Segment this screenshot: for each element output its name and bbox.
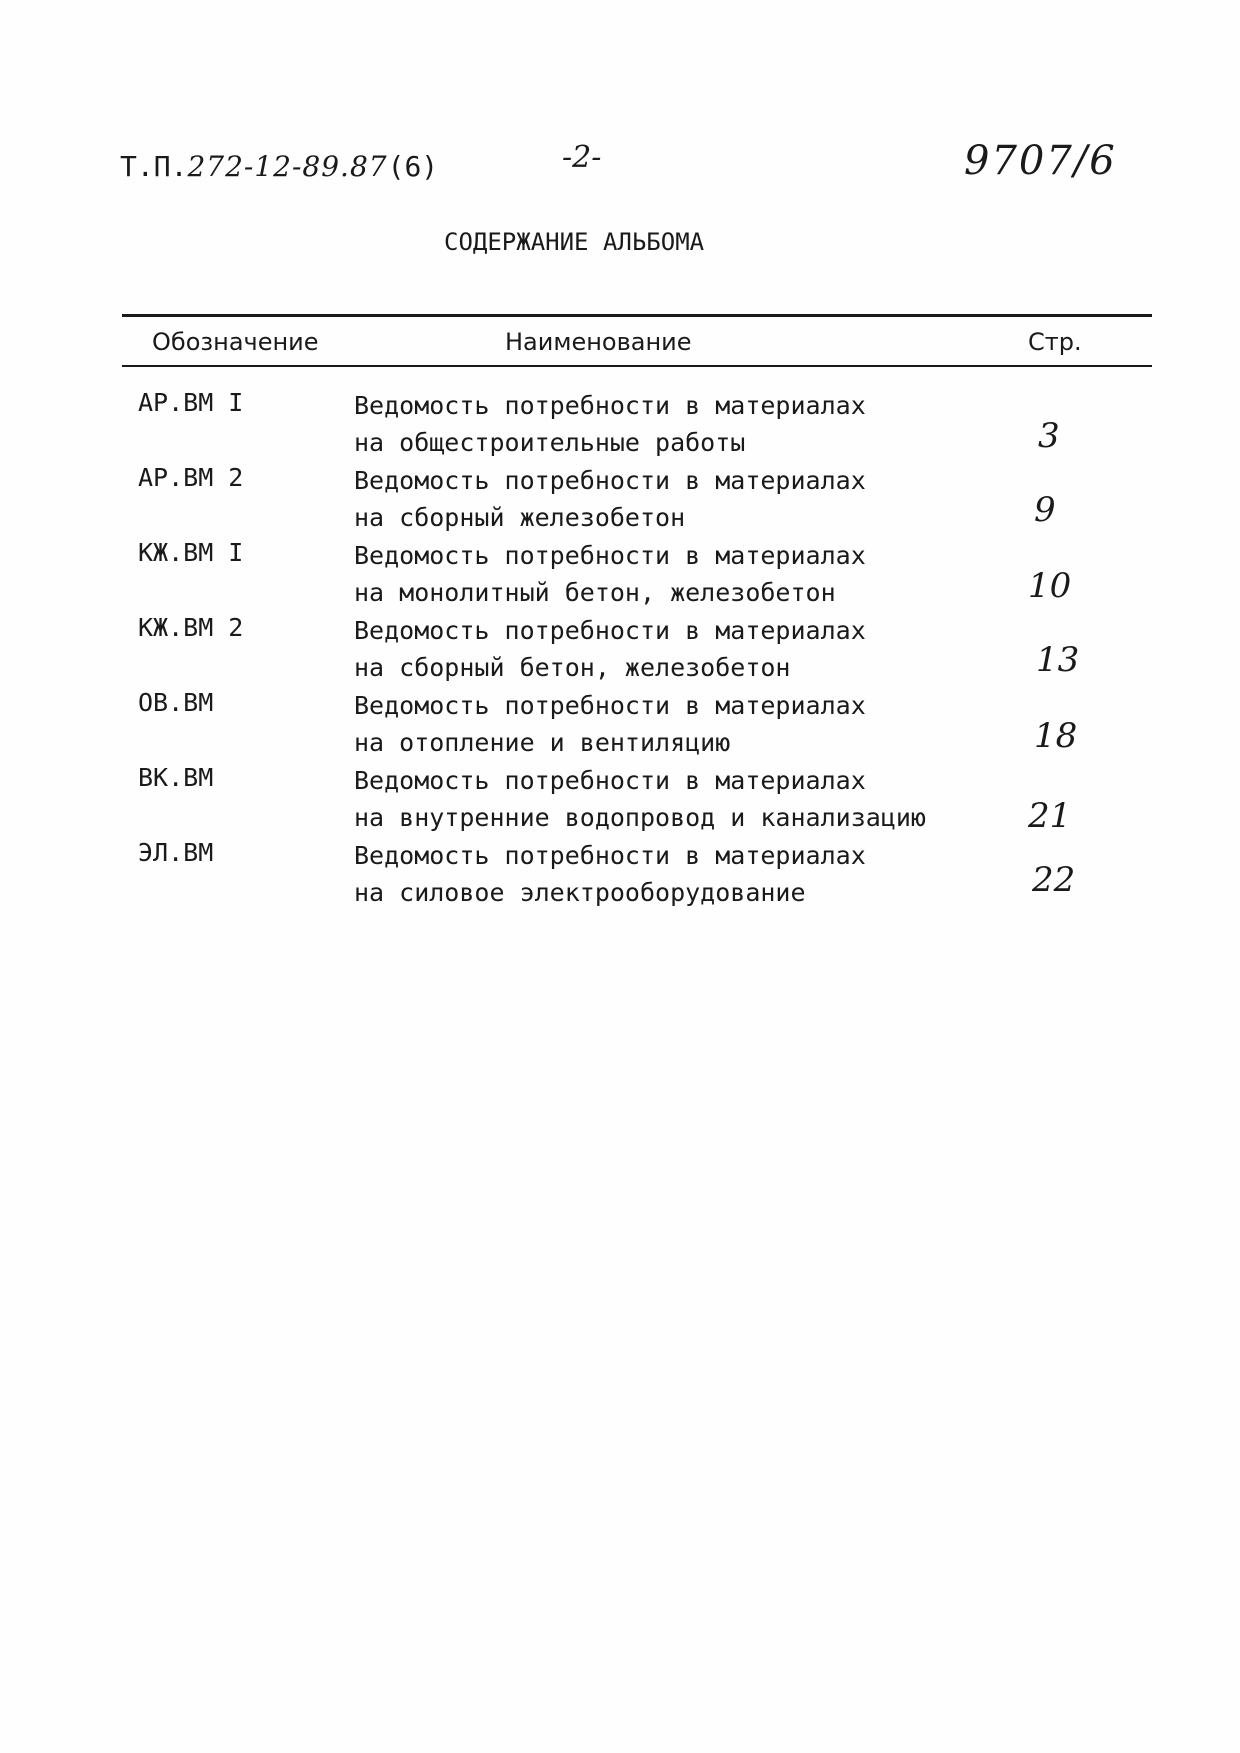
row-code: ЭЛ.ВМ <box>138 838 214 867</box>
row-name-line2: на отопление и вентиляцию <box>354 728 731 757</box>
column-header-page: Стр. <box>1028 328 1082 356</box>
page-title: СОДЕРЖАНИЕ АЛЬБОМА <box>444 228 705 256</box>
row-code: КЖ.ВМ I <box>138 538 244 567</box>
row-name <box>354 462 866 536</box>
row-page: 22 <box>1032 860 1076 900</box>
row-page: 9 <box>1034 490 1056 530</box>
document-code-prefix: Т.П. <box>120 150 188 183</box>
row-name-line1: Ведомость потребности в материалах <box>354 541 866 570</box>
column-header-code: Обозначение <box>152 328 319 356</box>
row-code: КЖ.ВМ 2 <box>138 613 244 642</box>
row-name-line2: на общестроительные работы <box>354 428 746 457</box>
row-code: ВК.ВМ <box>138 763 214 792</box>
row-code: АР.ВМ I <box>138 388 244 417</box>
row-page: 13 <box>1036 640 1080 680</box>
table-top-rule <box>122 314 1152 317</box>
page-number: -2- <box>562 140 602 175</box>
row-name <box>354 612 866 686</box>
row-name-line2: на внутренние водопровод и канализацию <box>354 803 926 832</box>
row-name <box>354 537 866 611</box>
row-name-line1: Ведомость потребности в материалах <box>354 691 866 720</box>
row-name <box>354 762 926 836</box>
column-header-name: Наименование <box>505 328 692 356</box>
inventory-number: 9707/6 <box>964 138 1117 184</box>
row-page: 21 <box>1028 796 1072 836</box>
table-header-rule <box>122 365 1152 367</box>
row-name-line1: Ведомость потребности в материалах <box>354 841 866 870</box>
row-name-line2: на силовое электрооборудование <box>354 878 806 907</box>
row-name <box>354 837 866 911</box>
row-name-line1: Ведомость потребности в материалах <box>354 616 866 645</box>
document-code-suffix: (6) <box>387 150 439 183</box>
row-name <box>354 687 866 761</box>
row-name-line2: на сборный бетон, железобетон <box>354 653 791 682</box>
row-name-line1: Ведомость потребности в материалах <box>354 466 866 495</box>
row-page: 3 <box>1038 416 1060 456</box>
row-name-line1: Ведомость потребности в материалах <box>354 391 866 420</box>
row-name-line2: на сборный железобетон <box>354 503 686 532</box>
row-code: ОВ.ВМ <box>138 688 214 717</box>
document-code <box>120 150 438 183</box>
row-page: 10 <box>1028 566 1072 606</box>
row-code: АР.ВМ 2 <box>138 463 244 492</box>
row-name-line1: Ведомость потребности в материалах <box>354 766 866 795</box>
row-name <box>354 387 866 461</box>
row-page: 18 <box>1034 716 1078 756</box>
row-name-line2: на монолитный бетон, железобетон <box>354 578 836 607</box>
document-code-handwritten: 272-12-89.87 <box>187 150 388 183</box>
